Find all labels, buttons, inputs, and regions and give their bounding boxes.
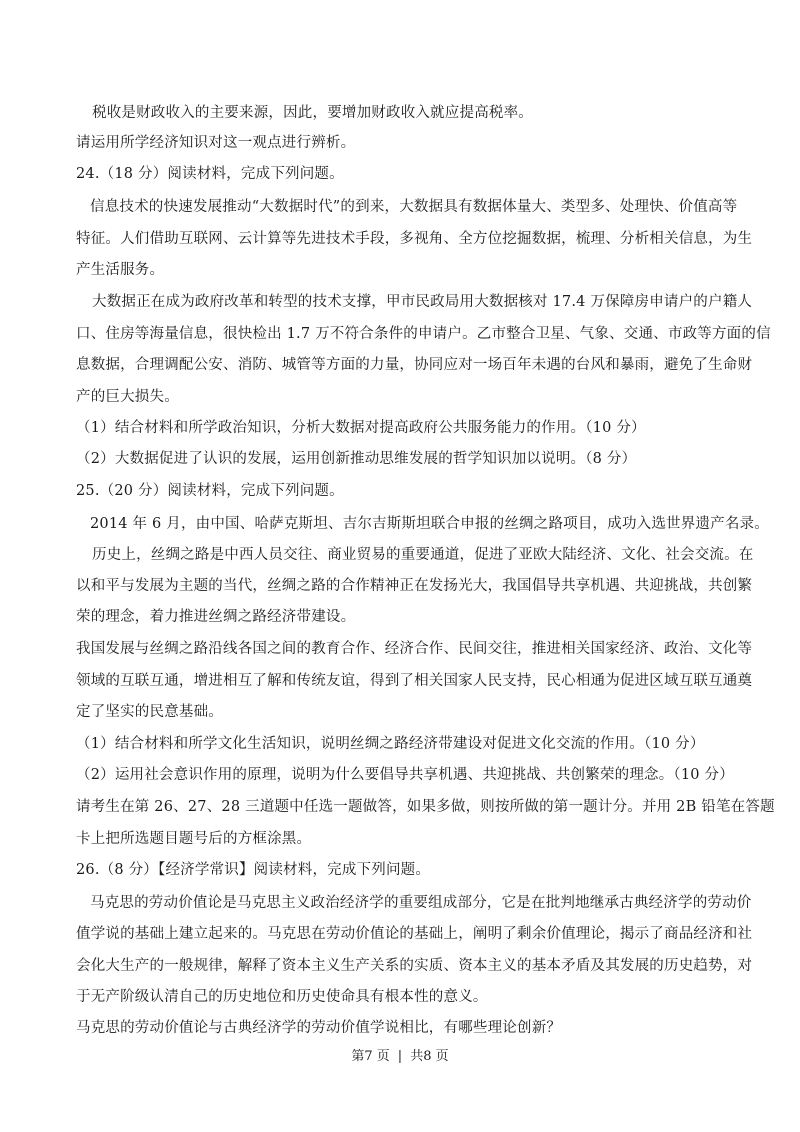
q24-para1-line1: 信息技术的快速发展推动“大数据时代”的到来，大数据具有数据体量大、类型多、处理快、价值高等: [90, 199, 738, 215]
q24-para1-line3: 产生活服务。: [76, 262, 165, 278]
q24-sub2: （2）大数据促进了认识的发展，运用创新推动思维发展的哲学知识加以说明。（8 分）: [76, 451, 637, 467]
q25-para2-line2: 以和平与发展为主题的当代，丝绸之路的合作精神正在发扬光大，我国倡导共享机遇、共迎挑战，共创繁: [76, 578, 753, 594]
q26-question: 马克思的劳动价值论与古典经济学的劳动价值学说相比，有哪些理论创新？: [76, 1020, 562, 1036]
q24-para2-line4: 产的巨大损失。: [76, 389, 179, 405]
q26-para-line4: 于无产阶级认清自己的历史地位和历史使命具有根本性的意义。: [76, 989, 488, 1005]
q25-heading: 25.（20 分）阅读材料，完成下列问题。: [76, 483, 344, 499]
q26-heading: 26.（8 分）【经济学常识】阅读材料，完成下列问题。: [76, 862, 431, 878]
footer-separator: |: [397, 1049, 403, 1064]
q25-sub2: （2）运用社会意识作用的原理，说明为什么要倡导共享机遇、共迎挑战、共创繁荣的理念。（10 分）: [76, 767, 734, 783]
q24-para1-line2: 特征。人们借助互联网、云计算等先进技术手段，多视角、全方位挖掘数据，梳理、分析相关信息，为生: [76, 231, 753, 247]
instruction-line2: 卡上把所选题目题号后的方框涂黑。: [76, 831, 312, 847]
q24-para2-line1: 大数据正在成为政府改革和转型的技术支撑，甲市民政局用大数据核对 17.4 万保障房申请户的户籍人: [92, 294, 753, 310]
q24-para2-line2: 口、住房等海量信息，很快检出 1.7 万不符合条件的申请户。乙市整合卫星、气象、交通、市政等方面的信: [76, 326, 771, 342]
q25-para3-line3: 定了坚实的民意基础。: [76, 704, 223, 720]
q25-para2-line3: 荣的理念，着力推进丝绸之路经济带建设。: [76, 609, 356, 625]
page-footer: [0, 1048, 800, 1066]
q25-para3-line1: 我国发展与丝绸之路沿线各国之间的教育合作、经济合作、民间交往，推进相关国家经济、政治、文化等: [76, 641, 753, 657]
page-number: 第7 页: [351, 1049, 390, 1064]
q25-para2-line1: 历史上，丝绸之路是中西人员交往、商业贸易的重要通道，促进了亚欧大陆经济、文化、社会交流。在: [92, 547, 754, 563]
q24-para2-line3: 息数据，合理调配公安、消防、城管等方面的力量，协同应对一场百年未遇的台风和暴雨，避免了生命财: [76, 357, 753, 373]
line-2: 请运用所学经济知识对这一观点进行辨析。: [76, 135, 356, 151]
page-total: 共8 页: [410, 1049, 449, 1064]
q26-para-line1: 马克思的劳动价值论是马克思主义政治经济学的重要组成部分，它是在批判地继承古典经济学的劳动价: [90, 895, 752, 911]
q25-para1: 2014 年 6 月，由中国、哈萨克斯坦、吉尔吉斯斯坦联合申报的丝绸之路项目，成功入选世界遗产名录。: [90, 516, 769, 532]
q24-sub1: （1）结合材料和所学政治知识，分析大数据对提高政府公共服务能力的作用。（10 分）: [76, 420, 646, 436]
line-1: 税收是财政收入的主要来源，因此，要增加财政收入就应提高税率。: [92, 105, 533, 121]
q25-para3-line2: 领域的互联互通，增进相互了解和传统友谊，得到了相关国家人民支持，民心相通为促进区域互联互通奠: [76, 673, 753, 689]
q25-sub1: （1）结合材料和所学文化生活知识，说明丝绸之路经济带建设对促进文化交流的作用。（10 分）: [76, 736, 705, 752]
instruction-line1: 请考生在第 26、27、28 三道题中任选一题做答，如果多做，则按所做的第一题计分。并用 2B 铅笔在答题: [76, 799, 775, 815]
q26-para-line2: 值学说的基础上建立起来的。马克思在劳动价值论的基础上，阐明了剩余价值理论，揭示了商品经济和社: [76, 926, 753, 942]
q26-para-line3: 会化大生产的一般规律，解释了资本主义生产关系的实质、资本主义的基本矛盾及其发展的历史趋势，对: [76, 958, 753, 974]
q24-heading: 24.（18 分）阅读材料，完成下列问题。: [76, 166, 344, 182]
